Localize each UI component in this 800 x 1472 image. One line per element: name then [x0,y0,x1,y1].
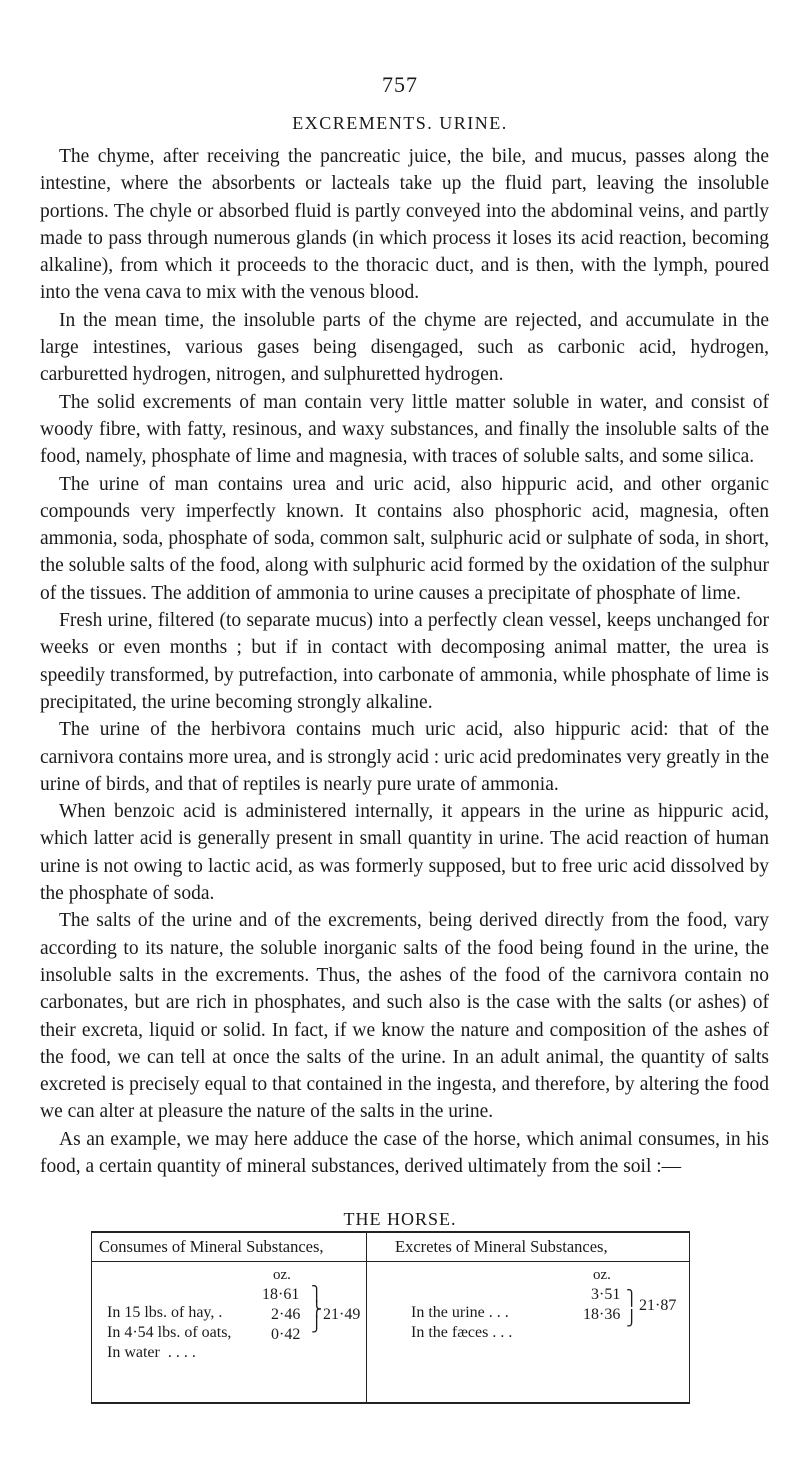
table-title: THE HORSE. [343,1209,457,1229]
paragraph: In the mean time, the insoluble parts of the chyme are rejected, and accumulate in the large intestines, various gases being disengaged, such as carbonic acid, hydrogen, carburetted hydrogen, nitrogen, and sulphuretted hydrogen. [40,309,769,386]
left-unit-label: oz. [273,1267,291,1283]
row-leader: . . . [484,1304,509,1321]
page-number: 757 [382,72,418,97]
row-value: 18·36 [583,1306,621,1323]
row-label: In water [107,1344,160,1361]
table-row [91,1326,196,1380]
table-header-rule [91,1261,690,1262]
table-center-rule [366,1231,367,1403]
paragraph: When benzoic acid is administered internally, it appears in the urine as hippuric acid, which latter acid is generally present in small quantity in urine. The acid reaction of human urine is not owing to lactic acid, as was formerly supposed, but to free uric acid dissolved by the phosphate of soda. [40,801,769,905]
right-total: 21·87 [639,1297,677,1314]
left-total: 21·49 [323,1306,361,1323]
paragraph: Fresh urine, filtered (to separate mucus) into a perfectly clean vessel, keeps unchanged for weeks or even months ; but if in contact with decomposing animal matter, the urea is speedily transformed, by putrefaction, into carbonate of ammonia, while phosphate of lime is precipitated, the urine becoming strongly alkaline. [40,610,769,713]
left-column-header: Consumes of Mineral Substances, [99,1237,324,1256]
table-row [395,1306,512,1360]
table-right-rule [689,1231,690,1403]
row-leader: . [214,1304,223,1321]
row-value: 0·42 [271,1326,301,1343]
right-column-header: Excretes of Mineral Substances, [395,1237,608,1256]
row-leader: . . . . [159,1344,196,1361]
paragraph: As an example, we may here adduce the case of the horse, which animal consumes, in his food, a certain quantity of mineral substances, derived ultimately from the soil :— [40,1128,769,1177]
row-value: 2·46 [271,1306,301,1323]
mineral-substances-table [91,1231,690,1403]
right-unit-label: oz. [593,1267,611,1283]
row-label: In the urine [411,1304,485,1321]
table-bottom-rule [91,1402,690,1404]
row-label: In the fæces [411,1324,489,1341]
right-brace: ⎫ ⎭ [626,1291,638,1327]
section-heading: EXCREMENTS. URINE. [292,113,508,133]
row-label: In 15 lbs. of hay, [107,1304,215,1321]
row-leader: . . . [488,1324,513,1341]
paragraph: The urine of the herbivora contains much uric acid, also hippuric acid: that of the carnivora contains more urea, and is strongly acid : uric acid predominates very greatly in the urine of birds, and that of reptiles is nearly pure urate of ammonia. [40,719,769,795]
row-label: In 4·54 lbs. of oats, [107,1324,232,1341]
paragraph: The urine of man contains urea and uric acid, also hippuric acid, and other organic compounds very imperfectly known. It contains also phosphoric acid, magnesia, often ammonia, soda, phosphate of soda, common salt, sulphuric acid or sulphate of soda, in short, the soluble salts of the food, along with sulphuric acid formed by the oxidation of the sulphur of the tissues. The addition of ammonia to urine causes a precipitate of phosphate of lime. [40,473,769,604]
table-top-rule [91,1231,690,1233]
left-brace: ⎫ ⎬ ⎭ [311,1287,323,1333]
row-value: 18·61 [262,1286,300,1303]
body-text [40,143,769,1180]
paragraph: The chyme, after receiving the pancreatic juice, the bile, and mucus, passes along the intestine, where the absorbents or lacteals take up the fluid part, leaving the insoluble portions. The chyle or absorbed fluid is partly conveyed into the abdominal veins, and partly made to pass through numerous glands (in which process it loses its acid reaction, becoming alkaline), from which it proceeds to the thoracic duct, and is then, with the lymph, poured into the vena cava to mix with the venous blood. [40,146,769,304]
paragraph: The salts of the urine and of the excrements, being derived directly from the food, vary according to its nature, the soluble inorganic salts of the food being found in the urine, the insoluble salts in the excrements. Thus, the ashes of the food of the carnivora contain no carbonates, but are rich in phosphates, and such also is the case with the salts (or ashes) of their excreta, liquid or solid. In fact, if we know the nature and composition of the ashes of the food, we can tell at once the salts of the urine. In an adult animal, the quantity of salts excreted is precisely equal to that contained in the ingesta, and therefore, by altering the food we can alter at pleasure the nature of the salts in the urine. [40,910,769,1123]
row-value: 3·51 [591,1286,621,1303]
paragraph: The solid excrements of man contain very little matter soluble in water, and consist of woody fibre, with fatty, resinous, and waxy substances, and finally the insoluble salts of the food, namely, phosphate of lime and magnesia, with traces of soluble salts, and some silica. [40,391,769,468]
